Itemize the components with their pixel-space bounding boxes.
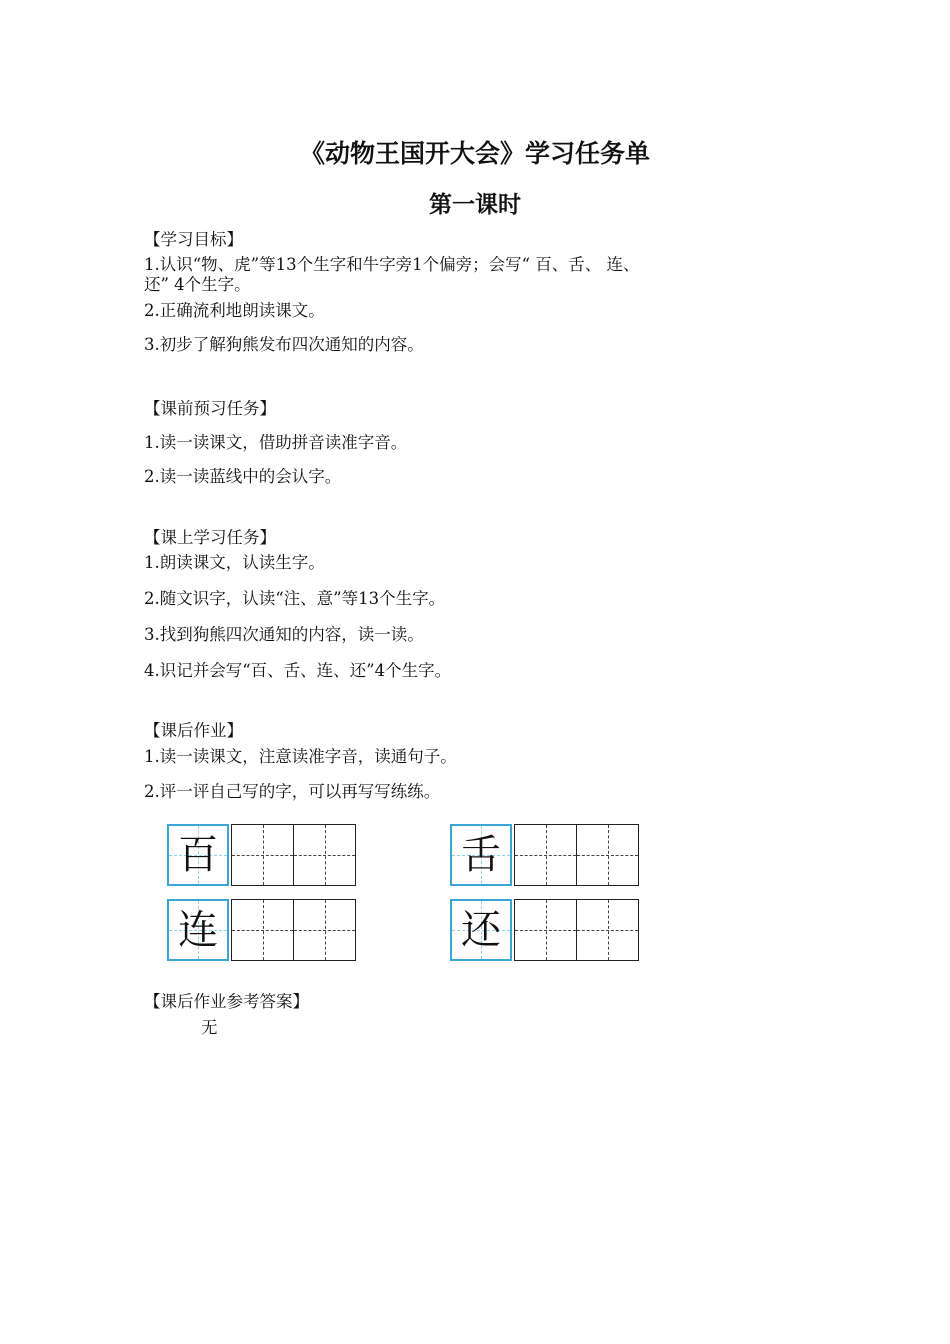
lesson-subtitle: 第一课时 [429,192,521,218]
preview-item-1: 1.读一读课文，借助拼音读准字音。 [144,433,408,452]
model-char-box [167,824,229,886]
answers-text: 无 [201,1018,218,1037]
practice-box[interactable] [514,899,577,961]
preview-heading: 【课前预习任务】 [144,399,276,418]
practice-box[interactable] [576,824,639,886]
model-char: 连 [178,907,218,953]
inclass-item-3: 3.找到狗熊四次通知的内容，读一读。 [144,625,424,644]
practice-box[interactable] [231,899,294,961]
inclass-item-4: 4.识记并会写“百、舌、连、还”4个生字。 [144,661,452,680]
model-char: 舌 [461,832,501,878]
homework-heading: 【课后作业】 [144,721,243,740]
preview-item-2: 2.读一读蓝线中的会认字。 [144,467,342,486]
homework-item-1: 1.读一读课文，注意读准字音，读通句子。 [144,747,457,766]
practice-box[interactable] [293,824,356,886]
homework-item-2: 2.评一评自己写的字，可以再写写练练。 [144,782,441,801]
model-char: 百 [178,832,218,878]
char-practice-she [450,824,639,886]
model-char-box [167,899,229,961]
inclass-item-1: 1.朗读课文，认读生字。 [144,553,325,572]
worksheet-title: 《动物王国开大会》学习任务单 [299,139,650,168]
practice-box[interactable] [231,824,294,886]
model-char: 还 [461,907,501,953]
char-practice-lian [167,899,356,961]
answers-heading: 【课后作业参考答案】 [144,992,309,1011]
inclass-item-2: 2.随文识字，认读“注、意”等13个生字。 [144,589,446,608]
char-practice-huan [450,899,639,961]
practice-box[interactable] [514,824,577,886]
model-char-box [450,899,512,961]
char-practice-bai [167,824,356,886]
goal-item-1-cont: 还” 4个生字。 [144,275,251,294]
practice-box[interactable] [576,899,639,961]
goal-item-3: 3.初步了解狗熊发布四次通知的内容。 [144,335,424,354]
practice-box[interactable] [293,899,356,961]
goals-heading: 【学习目标】 [144,230,243,249]
goal-item-2: 2.正确流利地朗读课文。 [144,301,325,320]
model-char-box [450,824,512,886]
inclass-heading: 【课上学习任务】 [144,528,276,547]
goal-item-1: 1.认识“物、虎”等13个生字和牛字旁1个偏旁；会写“ 百、舌、 连、 [144,255,640,274]
